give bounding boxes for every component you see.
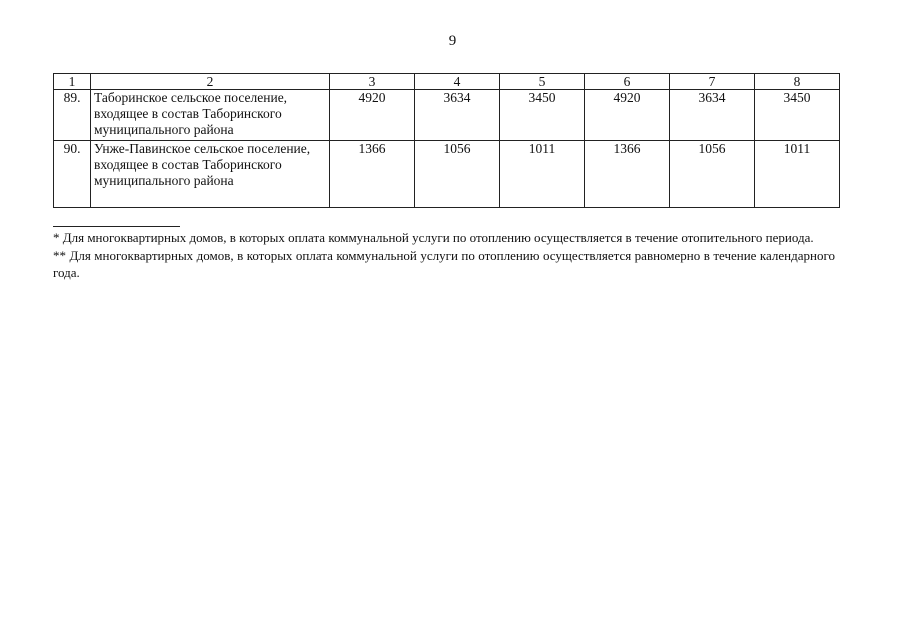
- value-cell: 1056: [670, 141, 755, 208]
- settlement-name: Таборинское сельское поселение, входящее в состав Таборинского муниципального района: [91, 90, 330, 141]
- settlement-name: Унже-Павинское сельское поселение, входящее в состав Таборинского муниципального района: [91, 141, 330, 208]
- value-cell: 3634: [670, 90, 755, 141]
- value-cell: 3634: [415, 90, 500, 141]
- value-cell: 1056: [415, 141, 500, 208]
- header-cell: 3: [330, 74, 415, 90]
- row-number: 89.: [54, 90, 91, 141]
- table-header-row: [54, 74, 840, 90]
- value-cell: 1011: [755, 141, 840, 208]
- header-cell: 6: [585, 74, 670, 90]
- header-cell: 7: [670, 74, 755, 90]
- footnote-double-asterisk: ** Для многоквартирных домов, в которых оплата коммунальной услуги по отоплению осуществляется равномерно в течение календарного года.: [53, 248, 835, 280]
- table-row: [54, 141, 840, 208]
- value-cell: 4920: [585, 90, 670, 141]
- value-cell: 1011: [500, 141, 585, 208]
- value-cell: 3450: [500, 90, 585, 141]
- row-number: 90.: [54, 141, 91, 208]
- header-cell: 4: [415, 74, 500, 90]
- value-cell: 1366: [585, 141, 670, 208]
- footnote-single-asterisk: * Для многоквартирных домов, в которых оплата коммунальной услуги по отоплению осуществляется в течение отопительного периода.: [53, 230, 814, 245]
- header-cell: 8: [755, 74, 840, 90]
- footnotes: [53, 229, 835, 282]
- footnote-divider: [53, 226, 180, 227]
- header-cell: 5: [500, 74, 585, 90]
- value-cell: 1366: [330, 141, 415, 208]
- value-cell: 4920: [330, 90, 415, 141]
- tariff-table: [53, 73, 840, 208]
- page-number: 9: [448, 33, 457, 49]
- table-row: [54, 90, 840, 141]
- header-cell: 1: [54, 74, 91, 90]
- value-cell: 3450: [755, 90, 840, 141]
- header-cell: 2: [91, 74, 330, 90]
